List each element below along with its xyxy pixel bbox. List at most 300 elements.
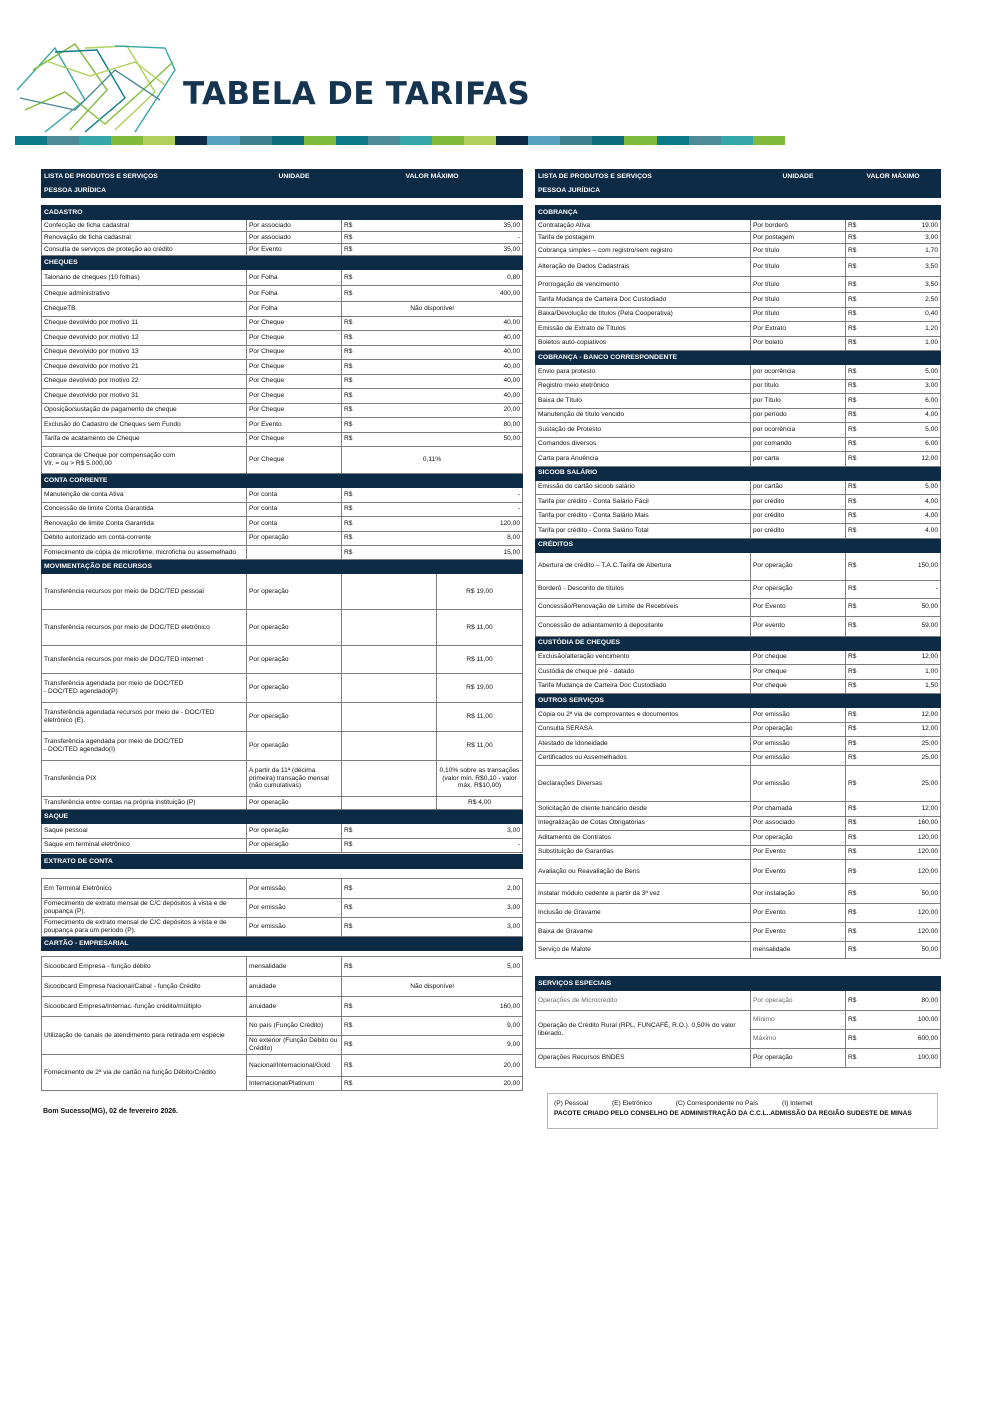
- row-description: Cópia ou 2ª via de comprovantes e documentos: [536, 708, 751, 723]
- currency-symbol: R$: [848, 653, 857, 661]
- row-unit: Por operação: [751, 991, 846, 1011]
- currency-symbol: R$: [344, 245, 353, 253]
- value-cell: [342, 531, 523, 546]
- table-row: [42, 286, 523, 302]
- row-unit: por Título: [751, 394, 846, 409]
- row-unit: Mínimo: [751, 1011, 846, 1030]
- currency-symbol: R$: [848, 833, 857, 841]
- spacer-row: [42, 198, 523, 206]
- legend-internet: (I) Internet: [782, 1100, 813, 1107]
- value-amount: 50,00: [921, 889, 938, 897]
- value-amount: 40,00: [503, 377, 520, 385]
- row-description: Operações de Microcrédito: [536, 991, 751, 1011]
- value-amount: -: [517, 490, 520, 498]
- section-header: [42, 937, 523, 951]
- table-row: [42, 517, 523, 532]
- row-description: Inclusão de Gravame: [536, 904, 751, 923]
- value-cell: [846, 232, 941, 244]
- row-description: Certificados ou Assemelhados: [536, 751, 751, 766]
- value-cell: [342, 270, 523, 286]
- value-cell: [342, 879, 523, 899]
- table-row: [536, 1049, 941, 1068]
- value-cell: [342, 360, 523, 375]
- stripe-segment: [528, 136, 560, 145]
- table-row: [536, 737, 941, 752]
- value-cell: [846, 991, 941, 1011]
- row-unit: Por Evento: [751, 598, 846, 616]
- table-row: [42, 977, 523, 997]
- row-unit: Por operação: [247, 732, 342, 761]
- row-value-text: R$ 11,00: [437, 703, 523, 732]
- table-row: [536, 991, 941, 1011]
- row-blank-cell: [342, 732, 437, 761]
- currency-symbol: R$: [848, 725, 857, 733]
- row-unit: Por emissão: [247, 879, 342, 899]
- currency-symbol: R$: [344, 826, 353, 834]
- value-amount: 100,00: [917, 1054, 938, 1062]
- value-amount: 50,00: [503, 435, 520, 443]
- table-row: [536, 437, 941, 452]
- value-cell: [846, 751, 941, 766]
- row-unit: Por evento: [751, 616, 846, 636]
- table-row: [42, 316, 523, 331]
- value-cell: [342, 838, 523, 853]
- row-unit: Por título: [751, 307, 846, 322]
- value-amount: 5,00: [925, 425, 938, 433]
- row-description: Operação de Crédito Rural (RPL, FUNCAFÉ, R.O.). 0,50% do valor liberado.: [536, 1011, 751, 1049]
- spacer-row: [536, 959, 941, 977]
- row-blank-cell: [342, 674, 437, 703]
- row-unit: Por emissão: [751, 708, 846, 723]
- currency-symbol: R$: [344, 362, 353, 370]
- currency-symbol: R$: [848, 710, 857, 718]
- header-list-label: LISTA DE PRODUTOS E SERVIÇOS: [536, 170, 751, 184]
- row-unit: [247, 546, 342, 560]
- currency-symbol: R$: [344, 923, 353, 931]
- value-cell: [342, 502, 523, 517]
- color-stripe-bar: [15, 136, 785, 145]
- currency-symbol: R$: [848, 263, 857, 271]
- left-tariff-column: [41, 169, 522, 1091]
- currency-symbol: R$: [848, 585, 857, 593]
- stripe-segment: [79, 136, 111, 145]
- table-row: [42, 732, 523, 761]
- row-description: Cheque devolvido por motivo 31: [42, 389, 247, 404]
- row-blank-cell: [342, 646, 437, 674]
- currency-symbol: R$: [848, 928, 857, 936]
- value-amount: 50,00: [921, 603, 938, 611]
- table-row: [536, 679, 941, 694]
- row-description: Aditamento de Contratos: [536, 831, 751, 846]
- row-description: Transferência agendada por meio de DOC/TED - DOC/TED agendado(I): [42, 732, 247, 761]
- row-description: Oposição/sustação de pagamento de cheque: [42, 403, 247, 418]
- table-row: [42, 957, 523, 977]
- value-cell: [846, 394, 941, 409]
- section-title: SERVIÇOS ESPECIAIS: [536, 977, 941, 991]
- section-title: CUSTÓDIA DE CHEQUES: [536, 636, 941, 650]
- value-cell: [846, 480, 941, 495]
- row-blank-cell: [342, 761, 437, 797]
- row-description: Carta para Anuência: [536, 452, 751, 467]
- value-cell: [846, 831, 941, 846]
- row-description: Exclusão do Cadastro de Cheques sem Fundo: [42, 418, 247, 433]
- value-cell: [342, 957, 523, 977]
- section-title: COBRANÇA: [536, 206, 941, 220]
- value-cell: [342, 997, 523, 1017]
- value-cell: [846, 277, 941, 293]
- row-description: Baixa de Gravame: [536, 923, 751, 942]
- currency-symbol: R$: [848, 512, 857, 520]
- row-description: Tarifa de acatamento de Cheque: [42, 432, 247, 447]
- value-cell: [846, 737, 941, 752]
- currency-symbol: R$: [344, 1079, 353, 1087]
- row-unit: Por Cheque: [247, 403, 342, 418]
- value-amount: 40,00: [503, 333, 520, 341]
- value-cell: [846, 307, 941, 322]
- stripe-segment: [464, 136, 496, 145]
- section-header: [536, 538, 941, 552]
- table-row: [42, 646, 523, 674]
- section-header: [536, 466, 941, 480]
- row-unit: Por operação: [751, 552, 846, 580]
- table-row: [42, 488, 523, 503]
- value-amount: 12,00: [921, 725, 938, 733]
- table-row: [536, 220, 941, 232]
- row-unit: por cartão: [751, 480, 846, 495]
- row-unit: Por Evento: [751, 923, 846, 942]
- stripe-segment: [207, 136, 239, 145]
- row-description: Serviço de Malote: [536, 942, 751, 959]
- value-cell: [846, 423, 941, 438]
- row-description: Fornecimento de cópia de microfilme, microficha ou assemelhado: [42, 546, 247, 560]
- header-pessoa-juridica: PESSOA JURÍDICA: [42, 184, 523, 198]
- currency-symbol: R$: [848, 440, 857, 448]
- table-row: [42, 270, 523, 286]
- currency-symbol: R$: [848, 739, 857, 747]
- row-description: Transferência PIX: [42, 761, 247, 797]
- currency-symbol: R$: [848, 233, 857, 241]
- currency-symbol: R$: [848, 454, 857, 462]
- value-cell: [846, 708, 941, 723]
- value-cell: [846, 650, 941, 665]
- row-unit: Nacional/Internacional/Gold: [247, 1055, 342, 1077]
- spacer-cell: [536, 198, 941, 206]
- table-row: [42, 418, 523, 433]
- currency-symbol: R$: [848, 221, 857, 229]
- currency-symbol: R$: [344, 333, 353, 341]
- value-amount: 400,00: [499, 289, 520, 297]
- value-cell: [342, 517, 523, 532]
- value-cell: [846, 293, 941, 308]
- row-unit: Máximo: [751, 1030, 846, 1049]
- row-unit: mensalidade: [247, 957, 342, 977]
- currency-symbol: R$: [848, 819, 857, 827]
- value-amount: 150,00: [917, 562, 938, 570]
- row-unit: Por operação: [751, 831, 846, 846]
- row-unit: Por emissão: [751, 737, 846, 752]
- row-description: Solicitação de cliente bancário desde: [536, 802, 751, 817]
- value-cell: [342, 1036, 523, 1055]
- row-unit: mensalidade: [751, 942, 846, 959]
- row-unit: Por operação: [247, 797, 342, 810]
- row-unit: Por associado: [751, 816, 846, 831]
- stripe-segment: [496, 136, 528, 145]
- value-cell: [846, 665, 941, 680]
- row-description: Fornecimento de extrato mensal de C/C depósitos à vista e de poupança para um período (P).: [42, 918, 247, 937]
- table-row: [536, 495, 941, 510]
- table-row: [42, 360, 523, 375]
- value-cell: [342, 232, 523, 244]
- row-description: Integralização de Cotas Obrigatórias: [536, 816, 751, 831]
- value-amount: -: [517, 841, 520, 849]
- currency-symbol: R$: [344, 884, 353, 892]
- currency-symbol: R$: [848, 497, 857, 505]
- row-description: Emissão de Extrato de Títulos: [536, 322, 751, 337]
- table-row: [536, 923, 941, 942]
- currency-symbol: R$: [344, 406, 353, 414]
- currency-symbol: R$: [848, 909, 857, 917]
- currency-symbol: R$: [848, 1054, 857, 1062]
- section-header: [42, 855, 523, 869]
- value-amount: 40,00: [503, 362, 520, 370]
- row-description: Exclusão/alteração vencimento: [536, 650, 751, 665]
- table-row: [42, 879, 523, 899]
- table-row: [536, 722, 941, 737]
- section-header: [536, 636, 941, 650]
- value-cell: [342, 403, 523, 418]
- currency-symbol: R$: [848, 946, 857, 954]
- table-row: [536, 394, 941, 409]
- header-list-label: LISTA DE PRODUTOS E SERVIÇOS: [42, 170, 247, 184]
- table-row: [536, 1011, 941, 1030]
- stripe-segment: [753, 136, 785, 145]
- table-row: [536, 708, 941, 723]
- row-description: Contratação Ativa: [536, 220, 751, 232]
- value-cell: [342, 1055, 523, 1077]
- table-row: [536, 524, 941, 539]
- section-header: [42, 256, 523, 270]
- value-amount: 59,00: [921, 622, 938, 630]
- currency-symbol: R$: [848, 382, 857, 390]
- row-description: Registro meio eletrônico: [536, 379, 751, 394]
- currency-symbol: R$: [848, 425, 857, 433]
- stripe-segment: [272, 136, 304, 145]
- value-amount: 120,00: [917, 928, 938, 936]
- table-row: [536, 322, 941, 337]
- value-cell: [846, 244, 941, 258]
- table-row: [42, 432, 523, 447]
- row-value-text: 0,10% sobre as transações (valor mín. R$0,10 - valor máx. R$10,00): [437, 761, 523, 797]
- value-amount: 3,00: [507, 826, 520, 834]
- section-header: [536, 206, 941, 220]
- currency-symbol: R$: [344, 348, 353, 356]
- row-description: Manutenção de título vencido: [536, 408, 751, 423]
- value-cell: [846, 1049, 941, 1068]
- row-description: Tarifa por crédito - Conta Salário Mais: [536, 509, 751, 524]
- table-row: [536, 423, 941, 438]
- currency-symbol: R$: [848, 848, 857, 856]
- row-unit: Por Cheque: [247, 316, 342, 331]
- stripe-segment: [175, 136, 207, 145]
- table-header-row: [536, 170, 941, 184]
- row-description: Consulta de serviços de proteção ao crédito: [42, 244, 247, 256]
- row-description: Tarifa Mudança de Carteira Doc Custodiado: [536, 293, 751, 308]
- value-amount: -: [517, 233, 520, 241]
- row-description: Custódia de cheque pré - datado: [536, 665, 751, 680]
- table-row: [42, 389, 523, 404]
- row-value-text: Não disponível: [342, 977, 523, 997]
- table-row: [536, 509, 941, 524]
- table-row: [42, 574, 523, 610]
- table-row: [536, 277, 941, 293]
- value-cell: [342, 488, 523, 503]
- value-cell: [342, 345, 523, 360]
- value-cell: [846, 524, 941, 539]
- currency-symbol: R$: [848, 295, 857, 303]
- page-title: TABELA DE TARIFAS: [183, 76, 530, 112]
- value-amount: 120,00: [917, 909, 938, 917]
- currency-symbol: R$: [344, 490, 353, 498]
- currency-symbol: R$: [344, 962, 353, 970]
- currency-symbol: R$: [848, 562, 857, 570]
- value-amount: 3,00: [507, 904, 520, 912]
- currency-symbol: R$: [344, 289, 353, 297]
- currency-symbol: R$: [848, 867, 857, 875]
- stripe-segment: [111, 136, 143, 145]
- row-description: ChequeTB: [42, 302, 247, 317]
- right-tariff-table: [535, 169, 941, 1068]
- value-cell: [846, 220, 941, 232]
- table-row: [536, 480, 941, 495]
- value-amount: 20,00: [503, 1061, 520, 1069]
- value-amount: 1,00: [925, 339, 938, 347]
- row-description: Fornecimento de extrato mensal de C/C depósitos à vista e de poupança (P).: [42, 899, 247, 918]
- section-header: [42, 560, 523, 574]
- value-amount: 50,00: [921, 946, 938, 954]
- currency-symbol: R$: [344, 1022, 353, 1030]
- value-amount: -: [517, 505, 520, 513]
- row-unit: Por boleto: [751, 336, 846, 351]
- row-description: Cobrança de Cheque por compensação com Vlr. = ou > R$ 5.000,00: [42, 447, 247, 474]
- table-row: [536, 552, 941, 580]
- row-description: Renovação de limite Conta Garantida: [42, 517, 247, 532]
- row-value-text: R$ 11,00: [437, 646, 523, 674]
- row-blank-cell: [342, 797, 437, 810]
- row-value-text: R$ 11,00: [437, 732, 523, 761]
- currency-symbol: R$: [344, 1041, 353, 1049]
- row-unit: Por emissão: [751, 766, 846, 802]
- row-description: Atestado de Idoneidade: [536, 737, 751, 752]
- currency-symbol: R$: [848, 367, 857, 375]
- table-row: [536, 598, 941, 616]
- table-row: [42, 1055, 523, 1077]
- table-row: [536, 816, 941, 831]
- currency-symbol: R$: [848, 1035, 857, 1043]
- section-title: EXTRATO DE CONTA: [42, 855, 523, 869]
- value-amount: 600,00: [917, 1035, 938, 1043]
- value-amount: 40,00: [503, 348, 520, 356]
- row-unit: Por Folha: [247, 302, 342, 317]
- value-cell: [846, 845, 941, 860]
- value-cell: [846, 802, 941, 817]
- left-tariff-table: [41, 169, 523, 1091]
- row-unit: por crédito: [751, 495, 846, 510]
- row-description: Emissão do cartão sicoob salário: [536, 480, 751, 495]
- row-unit: Por operação: [247, 838, 342, 853]
- table-row: [536, 580, 941, 598]
- row-description: Comandos diversos: [536, 437, 751, 452]
- value-cell: [342, 374, 523, 389]
- row-unit: Por Cheque: [247, 374, 342, 389]
- row-unit: Por operação: [247, 531, 342, 546]
- table-row: [536, 408, 941, 423]
- value-amount: 3,50: [925, 280, 938, 288]
- currency-symbol: R$: [848, 1016, 857, 1024]
- row-unit: Por Cheque: [247, 432, 342, 447]
- value-cell: [846, 580, 941, 598]
- table-row: [42, 1017, 523, 1036]
- currency-symbol: R$: [344, 519, 353, 527]
- table-row: [536, 232, 941, 244]
- value-amount: -: [935, 585, 938, 593]
- value-cell: [846, 616, 941, 636]
- row-description: Prorrogação de vencimento: [536, 277, 751, 293]
- row-description: Em Terminal Eletrônico: [42, 879, 247, 899]
- value-cell: [342, 331, 523, 346]
- table-row: [536, 379, 941, 394]
- row-unit: Por conta: [247, 488, 342, 503]
- row-description: Instalar módulo cedente a partir da 3ª vez: [536, 884, 751, 904]
- value-cell: [846, 452, 941, 467]
- table-row: [536, 831, 941, 846]
- row-unit: por ocorrência: [751, 423, 846, 438]
- table-row: [536, 616, 941, 636]
- table-row: [536, 258, 941, 277]
- package-note: PACOTE CRIADO PELO CONSELHO DE ADMINISTRAÇÃO DA C.C.L..ADMISSÃO DA REGIÃO SUDESTE DE MINAS: [554, 1110, 912, 1117]
- value-amount: 19,00: [921, 221, 938, 229]
- table-row: [536, 802, 941, 817]
- table-row: [42, 447, 523, 474]
- section-header: [536, 351, 941, 365]
- section-title: CARTÃO - EMPRESARIAL: [42, 937, 523, 951]
- row-description: Transferência recursos por meio de DOC/TED internet: [42, 646, 247, 674]
- row-unit: anuidade: [247, 997, 342, 1017]
- row-unit: por comando: [751, 437, 846, 452]
- section-title: CHEQUES: [42, 256, 523, 270]
- row-description: Transferência recursos por meio de DOC/TED pessoal: [42, 574, 247, 610]
- currency-symbol: R$: [848, 411, 857, 419]
- value-cell: [846, 679, 941, 694]
- row-unit: Por conta: [247, 502, 342, 517]
- currency-symbol: R$: [848, 324, 857, 332]
- value-cell: [846, 816, 941, 831]
- row-unit: Por operação: [247, 703, 342, 732]
- spacer-cell: [42, 869, 523, 879]
- value-amount: 40,00: [503, 391, 520, 399]
- row-unit: No país (Função Crédito): [247, 1017, 342, 1036]
- currency-symbol: R$: [344, 435, 353, 443]
- value-amount: 0,40: [925, 310, 938, 318]
- row-unit: Por título: [751, 258, 846, 277]
- spacer-cell: [42, 198, 523, 206]
- table-row: [42, 797, 523, 810]
- row-unit: Por instalação: [751, 884, 846, 904]
- value-amount: 5,00: [925, 483, 938, 491]
- value-amount: 2,50: [925, 295, 938, 303]
- value-cell: [846, 437, 941, 452]
- value-cell: [846, 884, 941, 904]
- table-row: [42, 546, 523, 560]
